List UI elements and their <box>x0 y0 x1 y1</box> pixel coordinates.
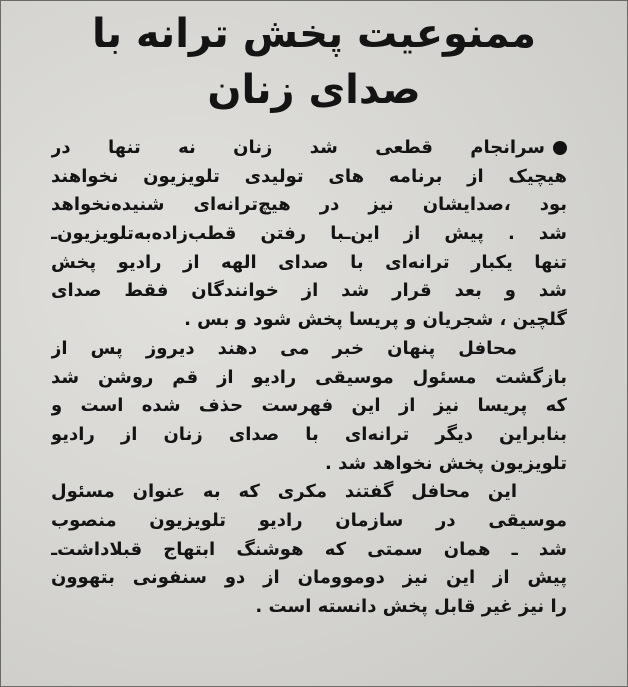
article-line: بنابراین دیگر ترانه‌ای با صدای زنان از رادیو <box>51 423 567 445</box>
article-line: شد و بعد قرار شد از خوانندگان فقط صدای <box>51 280 567 302</box>
article-line: که پریسا نیز از این فهرست حذف شده است و <box>51 395 567 417</box>
article-line: محافل پنهان خبر می دهند دیروز پس از <box>51 337 517 359</box>
article-line: شد . پیش از این‌ـبا رفتن قطب‌زاده‌به‌تلویزیون‌ـ <box>51 223 567 245</box>
article-line: این محافل گفتند مکری که به عنوان مسئول <box>51 481 517 503</box>
article-line: بازگشت مسئول موسیقی رادیو از قم روشن شد <box>51 366 567 388</box>
headline-line-2: صدای زنان <box>207 67 421 113</box>
article-line <box>51 134 567 163</box>
bullet-icon <box>553 141 567 155</box>
article-line: گلچین ، شجریان و پریسا پخش شود و بس . <box>184 309 567 331</box>
article-line: بود ،صدایشان نیز در هیچ‌ترانه‌ای شنیده‌نخواهد <box>51 194 567 216</box>
article-line: پیش از این نیز دوموومان از دو سنفونی بتهوون <box>51 567 567 589</box>
article-line: شد ـ همان سمتی که هوشنگ ابتهاج قبلاداشت‌ـ <box>51 538 567 560</box>
article-line: موسیقی در سازمان رادیو تلویزیون منصوب <box>51 509 567 531</box>
article-line: تنها یکبار ترانه‌ای با صدای الهه از رادیو پخش <box>51 251 567 273</box>
headline-line-1: ممنوعیت پخش ترانه با <box>91 11 537 57</box>
article-line: را نیز غیر قابل پخش دانسته است . <box>255 596 567 617</box>
line-text: سرانجام قطعی شد زنان نه تنها در <box>51 137 545 158</box>
article-body <box>51 134 567 622</box>
article-line: تلویزیون پخش نخواهد شد . <box>325 452 567 474</box>
article-line: هیچیک از برنامه های تولیدی تلویزیون نخواهند <box>51 165 567 187</box>
